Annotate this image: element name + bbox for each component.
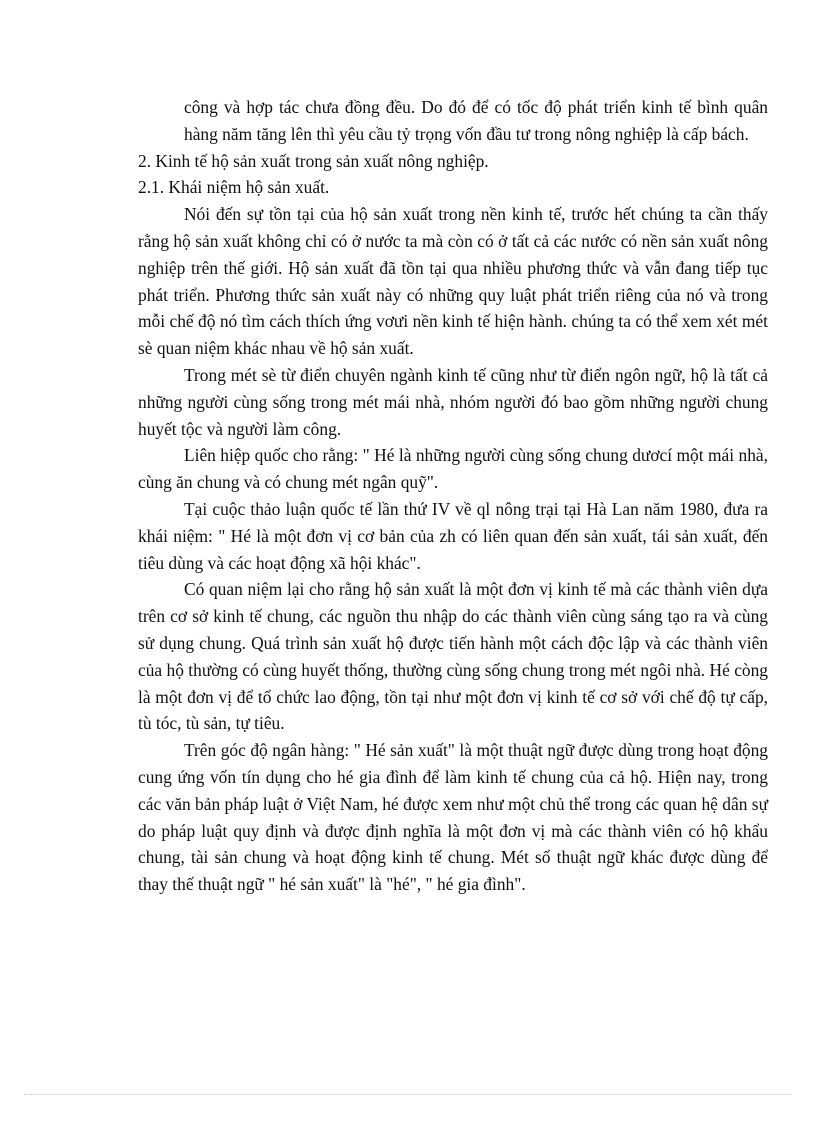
body-paragraph: Có quan niệm lại cho rằng hộ sản xuất là một đơn vị kinh tế mà các thành viên dựa trên cơ sở kinh tế chung, các nguồn thu nhập do các thành viên cùng sáng tạo ra và cùng sử dụng chung. Quá trình sản xuất hộ được tiến hành một cách độc lập và các thành viên của hộ thường có cùng huyết thống, thường cùng sống chung trong mét ngôi nhà. Hé còng là một đơn vị để tổ chức lao động, tồn tại như một đơn vị kinh tế cơ sở với chế độ tự cấp, tù tóc, tù sản, tự tiêu. — [138, 579, 768, 734]
body-paragraph: Nói đến sự tồn tại của hộ sản xuất trong nền kinh tế, trước hết chúng ta cần thấy rằng hộ sản xuất không chỉ có ở nước ta mà còn có ở tất cả các nước có nền sản xuất nông nghiệp trên thế giới. Hộ sản xuất đã tồn tại qua nhiều phương thức và vẫn đang tiếp tục phát triển. Phương thức sản xuất này có những quy luật phát triển riêng của nó và trong mỗi chế độ nó tìm cách thích ứng vơưi nền kinh tế hiện hành. chúng ta có thể xem xét mét sè quan niệm khác nhau về hộ sản xuất. — [138, 204, 768, 359]
body-paragraph: Trong mét sè từ điển chuyên ngành kinh tế cũng như từ điển ngôn ngữ, hộ là tất cả những người cùng sống trong mét mái nhà, nhóm người đó bao gồm những người chung huyết tộc và người làm công. — [138, 364, 768, 439]
document-body — [138, 94, 768, 898]
body-paragraph: Liên hiệp quốc cho rằng: " Hé là những người cùng sống chung dươcí một mái nhà, cùng ăn chung và có chung mét ngân quỹ". — [138, 445, 768, 493]
subsection-heading: 2.1. Khái niệm hộ sản xuất. — [138, 177, 330, 198]
page-bottom-divider — [24, 1094, 792, 1095]
body-paragraph: Tại cuộc thảo luận quốc tế lần thứ IV về ql nông trại tại Hà Lan năm 1980, đưa ra khái niệm: " Hé là một đơn vị cơ bản của zh có liên quan đến sản xuất, tái sản xuất, đến tiêu dùng và các hoạt động xã hội khác". — [138, 498, 768, 573]
body-paragraph: Trên góc độ ngân hàng: " Hé sản xuất" là một thuật ngữ được dùng trong hoạt động cung ứng vốn tín dụng cho hé gia đình để làm kinh tế chung của cả hộ. Hiện nay, trong các văn bản pháp luật ở Việt Nam, hé được xem như một chủ thể trong các quan hệ dân sự do pháp luật quy định và được định nghĩa là một đơn vị mà các thành viên có hộ khẩu chung, tài sản chung và hoạt động kinh tế chung. Mét số thuật ngữ khác được dùng để thay thế thuật ngữ " hé sản xuất" là "hé", " hé gia đình". — [138, 740, 768, 895]
section-heading: 2. Kinh tế hộ sản xuất trong sản xuất nông nghiệp. — [138, 150, 489, 171]
paragraph-continuation: công và hợp tác chưa đồng đều. Do đó để có tốc độ phát triển kinh tế bình quân hàng năm tăng lên thì yêu cầu tỷ trọng vốn đầu tư trong nông nghiệp là cấp bách. — [184, 97, 768, 144]
